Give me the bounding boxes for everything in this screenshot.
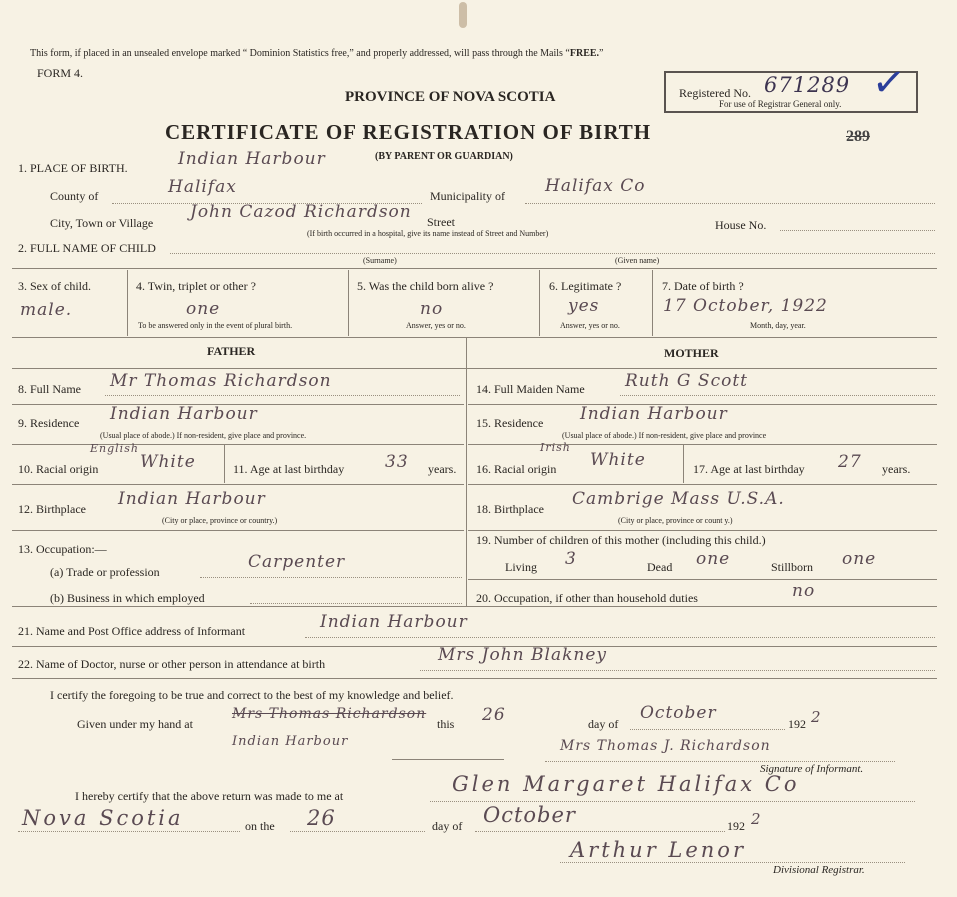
registrar-year-value: 2 [751,810,762,828]
informant-signature: Mrs Thomas J. Richardson [560,738,771,754]
surname-caption: (Surname) [363,256,397,265]
page-title: CERTIFICATE OF REGISTRATION OF BIRTH [165,120,652,144]
twin-note: To be answered only in the event of plural birth. [138,321,293,330]
registrar-note: For use of Registrar General only. [719,99,842,109]
alive-value: no [420,299,444,319]
mother-birthplace-value: Cambrige Mass U.S.A. [572,489,785,509]
living-value: 3 [565,549,577,569]
trade-value: Carpenter [248,552,346,572]
legit-note: Answer, yes or no. [560,321,620,330]
legit-value: yes [568,296,600,316]
registrar-day-value: 26 [307,806,336,830]
place-of-birth-value: Indian Harbour [178,149,326,169]
doctor-label: 22. Name of Doctor, nurse or other person in attendance at birth [18,657,326,671]
mother-age-value: 27 [838,452,862,472]
place-of-birth-label: 1. PLACE OF BIRTH. [18,161,128,175]
given-caption: (Given name) [615,256,660,265]
father-age-unit: years. [428,462,457,476]
father-racial-extra: English [90,442,139,455]
certify-month-value: October [640,703,717,723]
father-age-label: 11. Age at last birthday [233,462,345,476]
mother-name-value: Ruth G Scott [625,371,748,391]
registrar-month-value: October [483,803,576,827]
father-racial-label: 10. Racial origin [18,462,99,476]
informant-value: Indian Harbour [320,612,468,632]
alive-note: Answer, yes or no. [406,321,466,330]
dob-note: Month, day, year. [750,321,806,330]
municipality-value: Halifax Co [545,176,646,196]
registered-number: 671289 [764,73,851,97]
twin-label: 4. Twin, triplet or other ? [136,279,256,293]
informant-label: 21. Name and Post Office address of Informant [18,624,246,638]
city-value: John Cazod Richardson [190,202,412,222]
mother-occupation-value: no [792,581,816,601]
mother-occupation-label: 20. Occupation, if other than household duties [476,591,698,605]
county-label: County of [50,189,99,203]
municipality-label: Municipality of [430,189,505,203]
hospital-note: (If birth occurred in a hospital, give its name instead of Street and Number) [307,229,549,238]
this-label: this [437,717,455,731]
mother-residence-value: Indian Harbour [580,404,728,424]
mother-name-label: 14. Full Maiden Name [476,382,585,396]
father-birthplace-value: Indian Harbour [118,489,266,509]
mother-age-unit: years. [882,462,911,476]
certify-day-value: 26 [482,705,506,725]
street-label: Street [427,215,455,229]
given-struck-value: Mrs Thomas Richardson [232,706,427,722]
registered-label: Registered No. [679,86,751,100]
living-label: Living [505,560,537,574]
father-heading: FATHER [207,344,256,358]
certify-year-prefix: 192 [788,717,806,731]
registrar-signature-caption: Divisional Registrar. [773,864,865,876]
stillborn-value: one [842,549,877,569]
father-racial-value: White [140,452,196,472]
check-icon: ✓ [869,58,908,108]
father-birthplace-label: 12. Birthplace [18,502,86,516]
twin-value: one [186,299,221,319]
business-label: (b) Business in which employed [50,591,205,605]
alive-label: 5. Was the child born alive ? [357,279,494,293]
certify-year-value: 2 [811,708,822,726]
mother-birthplace-label: 18. Birthplace [476,502,544,516]
children-count-label: 19. Number of children of this mother (including this child.) [476,533,766,547]
dob-value: 17 October, 1922 [663,296,828,316]
informant-signature-caption: Signature of Informant. [760,763,864,775]
occupation-label: 13. Occupation:— [18,542,107,556]
mother-racial-extra: Irish [540,441,571,454]
given-label: Given under my hand at [77,717,193,731]
sex-value: male. [20,300,73,320]
father-name-value: Mr Thomas Richardson [110,371,332,391]
mail-notice [30,48,603,59]
registrar-signature: Arthur Lenor [570,838,746,862]
mother-birthplace-note: (City or place, province or count y.) [618,516,733,525]
father-age-value: 33 [385,452,409,472]
city-label: City, Town or Village [50,216,154,230]
registrar-day-of-label: day of [432,819,463,833]
child-name-label: 2. FULL NAME OF CHILD [18,241,156,255]
form-number: FORM 4. [37,66,84,80]
father-name-label: 8. Full Name [18,382,81,396]
registrar-place-value: Glen Margaret Halifax Co [452,772,800,796]
mail-notice-close: ” [599,48,604,59]
registrar-year-prefix: 192 [727,819,745,833]
father-birthplace-note: (City or place, province or country.) [162,516,278,525]
registrar-place-value-2: Nova Scotia [22,806,184,830]
province-heading: PROVINCE OF NOVA SCOTIA [345,89,556,105]
legit-label: 6. Legitimate ? [549,279,622,293]
mother-racial-value: White [590,450,646,470]
county-value: Halifax [168,177,237,197]
mail-notice-free: FREE. [569,48,600,59]
given-place-value: Indian Harbour [232,734,349,749]
mother-age-label: 17. Age at last birthday [693,462,805,476]
corner-number: 289 [846,128,870,145]
doctor-value: Mrs John Blakney [438,645,607,665]
sex-label: 3. Sex of child. [18,279,91,293]
stillborn-label: Stillborn [771,560,814,574]
trade-label: (a) Trade or profession [50,565,160,579]
certify-day-of-label: day of [588,717,619,731]
mother-heading: MOTHER [664,346,719,360]
mail-notice-text: This form, if placed in an unsealed envelope marked “ Dominion Statistics free,” and properly addressed, will pass through the Mails “ [30,48,570,59]
dead-value: one [696,549,731,569]
paper-stain [459,2,467,28]
father-residence-note: (Usual place of abode.) If non-resident, give place and province. [100,431,307,440]
dead-label: Dead [647,560,673,574]
registrar-on-the-label: on the [245,819,275,833]
mother-racial-label: 16. Racial origin [476,462,557,476]
father-residence-value: Indian Harbour [110,404,258,424]
mother-residence-note: (Usual place of abode.) If non-resident, give place and province [562,431,767,440]
certify-statement: I certify the foregoing to be true and correct to the best of my knowledge and belief. [50,688,454,702]
registrar-statement: I hereby certify that the above return was made to me at [75,789,344,803]
mother-residence-label: 15. Residence [476,416,544,430]
dob-label: 7. Date of birth ? [662,279,744,293]
house-label: House No. [715,218,767,232]
father-residence-label: 9. Residence [18,416,80,430]
page-subtitle: (BY PARENT OR GUARDIAN) [375,151,513,162]
